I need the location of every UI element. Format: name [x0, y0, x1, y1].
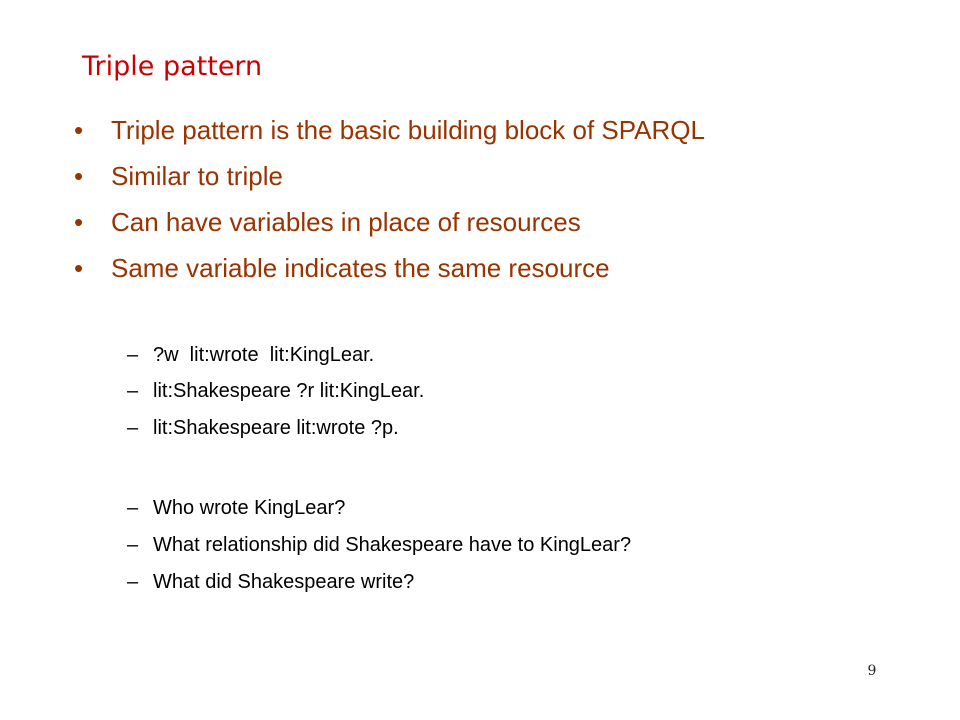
question-item [127, 569, 414, 595]
dash-marker: – [127, 497, 139, 519]
bullet-text: Triple pattern is the basic building block of SPARQL [111, 115, 705, 145]
pattern-text: lit:Shakespeare ?r lit:KingLear. [153, 380, 425, 402]
dash-marker: – [127, 571, 139, 593]
question-text: What relationship did Shakespeare have to KingLear? [153, 534, 632, 556]
bullet-item [74, 206, 581, 238]
bullet-marker: • [74, 161, 84, 191]
pattern-item [127, 342, 374, 368]
question-item [127, 532, 631, 558]
bullet-item [74, 114, 705, 146]
bullet-item [74, 252, 610, 284]
bullet-item [74, 160, 283, 192]
question-item [127, 495, 345, 521]
slide-title: Triple pattern [82, 51, 263, 82]
pattern-item [127, 378, 424, 404]
bullet-text: Can have variables in place of resources [111, 207, 581, 237]
bullet-marker: • [74, 207, 84, 237]
pattern-item [127, 415, 399, 441]
bullet-marker: • [74, 253, 84, 283]
dash-marker: – [127, 380, 139, 402]
dash-marker: – [127, 534, 139, 556]
bullet-text: Same variable indicates the same resource [111, 253, 610, 283]
dash-marker: – [127, 417, 139, 439]
bullet-marker: • [74, 115, 84, 145]
bullet-text: Similar to triple [111, 161, 283, 191]
pattern-text: ?w lit:wrote lit:KingLear. [153, 344, 375, 366]
pattern-text: lit:Shakespeare lit:wrote ?p. [153, 417, 399, 439]
page-number: 9 [867, 663, 877, 679]
question-text: Who wrote KingLear? [153, 497, 346, 519]
question-text: What did Shakespeare write? [153, 571, 415, 593]
dash-marker: – [127, 344, 139, 366]
